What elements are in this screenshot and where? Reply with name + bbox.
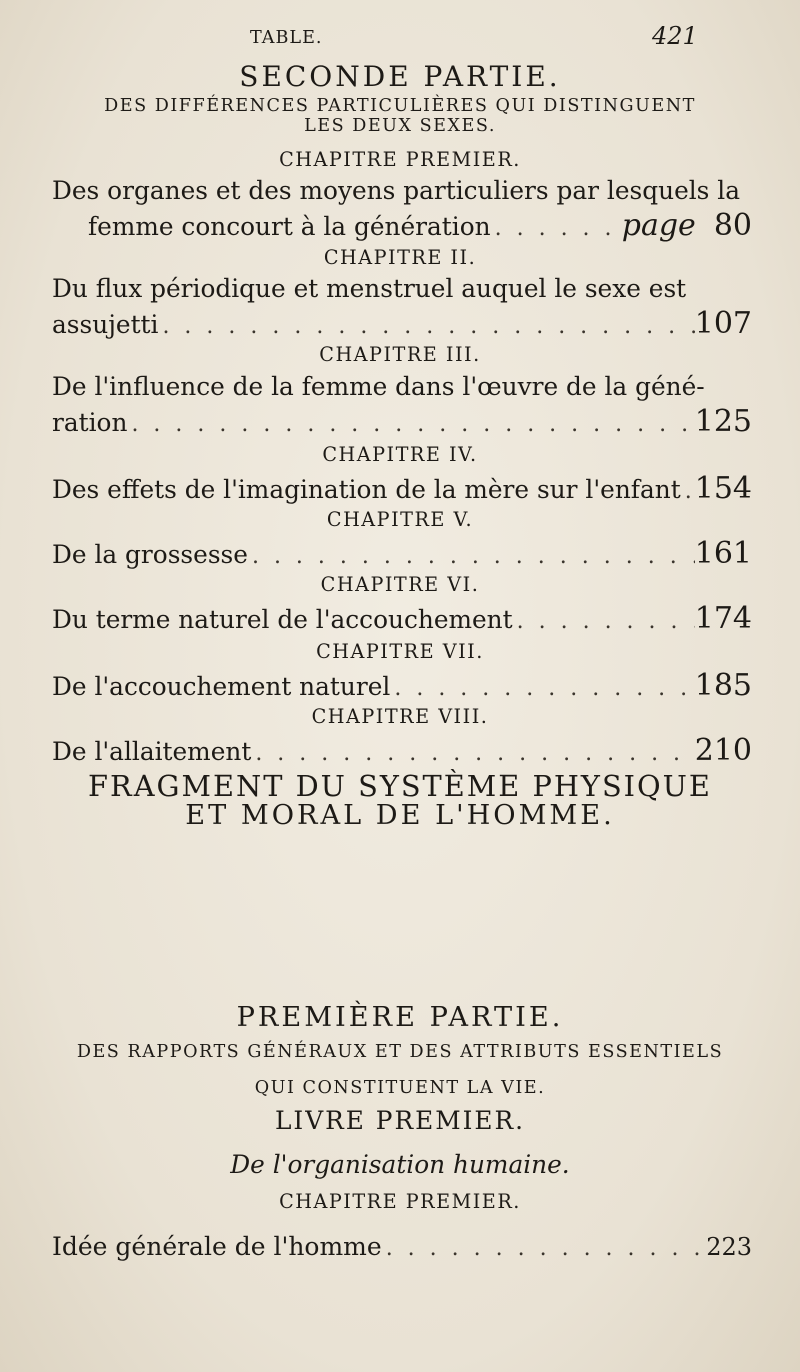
leader-dots: [681, 479, 695, 504]
chapter-heading: CHAPITRE V.: [326, 508, 474, 531]
chapter-heading: CHAPITRE III.: [319, 342, 481, 366]
toc-page-number: 185: [694, 668, 752, 703]
toc-entry-text: Du terme naturel de l'accouchement: [52, 605, 513, 635]
toc-page-number: 125: [694, 404, 752, 440]
toc-entry[interactable]: [52, 404, 752, 439]
chapter-heading: CHAPITRE PREMIER.: [279, 1190, 521, 1213]
part-title: SECONDE PARTIE.: [239, 60, 561, 93]
part-subtitle-line2: LES DEUX SEXES.: [304, 116, 496, 137]
chapter-heading: CHAPITRE VI.: [320, 573, 480, 597]
leader-dots: [382, 1236, 707, 1261]
livre-subtitle: De l'organisation humaine.: [230, 1150, 570, 1179]
toc-entry[interactable]: [52, 1232, 752, 1261]
toc-entry-line: [52, 274, 752, 303]
toc-entry-line: [52, 372, 752, 401]
section-title-line2: ET MORAL DE L'HOMME.: [185, 799, 615, 831]
toc-entry-text: Idée générale de l'homme: [52, 1232, 382, 1261]
part-subtitle-line1: DES DIFFÉRENCES PARTICULIÈRES QUI DISTINGUENT: [104, 95, 696, 116]
toc-page-number: 210: [694, 733, 752, 769]
leader-dots: [248, 544, 695, 569]
livre-title: LIVRE PREMIER.: [274, 1106, 526, 1135]
chapter-heading: CHAPITRE PREMIER.: [279, 148, 521, 172]
page-word: page: [621, 208, 696, 244]
toc-entry[interactable]: [52, 306, 752, 341]
toc-entry[interactable]: [52, 471, 752, 506]
toc-entry-text: femme concourt à la génération: [88, 212, 491, 242]
toc-page-ref: [622, 208, 752, 243]
toc-page-number: 223: [706, 1233, 752, 1261]
fragment-subtitle-line1: DES RAPPORTS GÉNÉRAUX ET DES ATTRIBUTS ESSENTIELS: [76, 1042, 724, 1062]
toc-page-number: 174: [694, 601, 752, 637]
chapter-heading: CHAPITRE VIII.: [311, 705, 489, 729]
chapter-heading: CHAPITRE VII.: [316, 639, 484, 663]
page-number: 421: [652, 22, 698, 50]
toc-page-number: 107: [694, 305, 752, 341]
toc-entry[interactable]: [88, 208, 752, 243]
toc-entry[interactable]: [52, 601, 752, 636]
toc-entry-text: De la grossesse: [52, 540, 248, 570]
chapter-heading: CHAPITRE II.: [323, 245, 477, 269]
leader-dots: [158, 314, 694, 339]
toc-entry-text: De l'allaitement: [52, 737, 252, 767]
toc-page-number: 80: [713, 208, 752, 244]
toc-entry-text: Du flux périodique et menstruel auquel le sexe est: [52, 273, 687, 303]
leader-dots: [513, 609, 695, 634]
toc-entry-text: Des organes et des moyens particuliers par lesquels la: [52, 176, 740, 206]
chapter-heading: CHAPITRE IV.: [322, 442, 478, 466]
part-title-2: PREMIÈRE PARTIE.: [236, 1002, 564, 1033]
section-title-line1: FRAGMENT DU SYSTÈME PHYSIQUE: [88, 769, 712, 804]
fragment-subtitle-line2: QUI CONSTITUENT LA VIE.: [254, 1078, 546, 1098]
toc-entry-text: De l'accouchement naturel: [52, 672, 391, 701]
toc-entry-text: ration: [52, 408, 128, 438]
toc-page-number: 161: [694, 536, 752, 572]
toc-page-number: 154: [694, 470, 752, 506]
toc-entry-text: assujetti: [52, 309, 159, 339]
leader-dots: [127, 412, 694, 437]
toc-entry-line: [52, 176, 752, 205]
leader-dots: [390, 676, 694, 701]
running-header: TABLE.: [250, 28, 323, 48]
toc-entry[interactable]: [52, 536, 752, 571]
toc-entry[interactable]: [52, 733, 752, 768]
toc-entry[interactable]: [52, 668, 752, 703]
toc-entry-text: Des effets de l'imagination de la mère sur l'enfant: [52, 474, 681, 504]
leader-dots: [491, 216, 622, 241]
leader-dots: [251, 741, 694, 766]
toc-entry-text: De l'influence de la femme dans l'œuvre de la géné-: [52, 372, 705, 402]
